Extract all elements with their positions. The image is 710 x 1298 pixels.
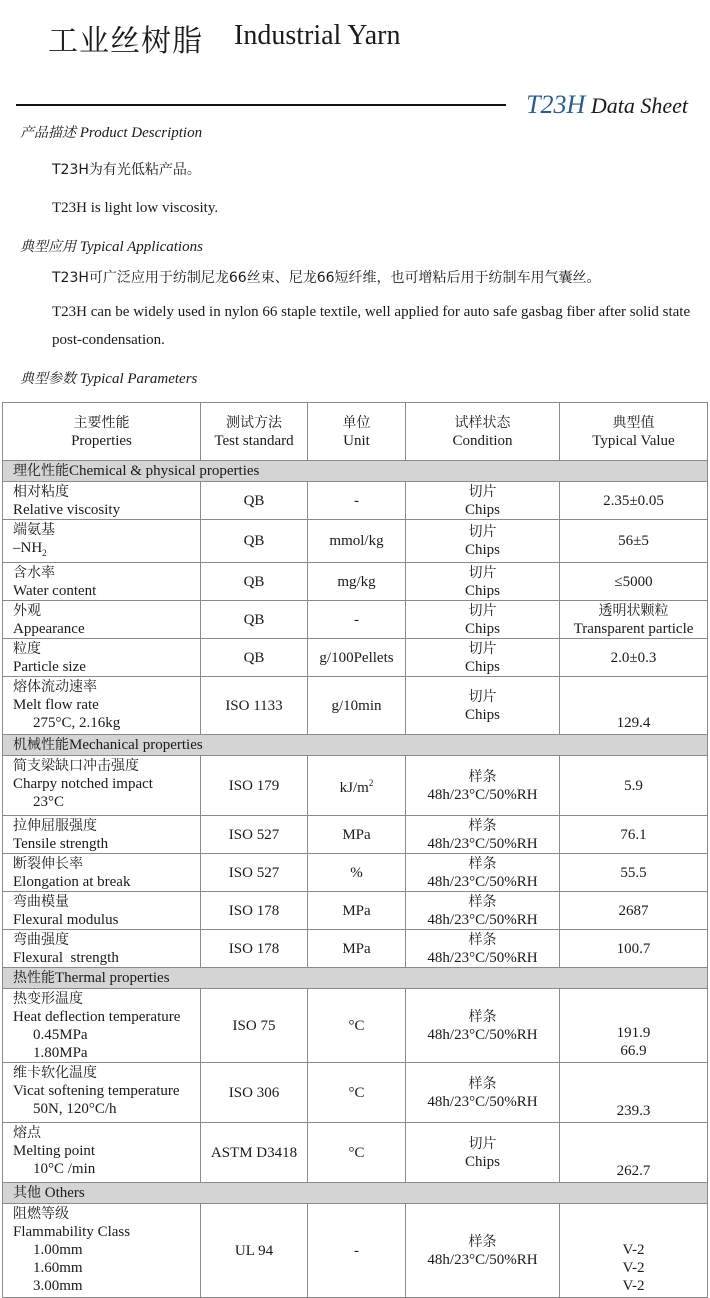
- table-row: 外观 Appearance QB - 切片 Chips 透明状颗粒 Transparent particle: [3, 601, 708, 639]
- parameters-table: [2, 402, 708, 1298]
- applications-text-en: T23H can be widely used in nylon 66 staple textile, well applied for auto safe gasbag fiber after solid state post-condensation.: [52, 304, 691, 348]
- table-row: 熔点 Melting point 10°C /min ASTM D3418 °C 切片 Chips 262.7: [3, 1123, 708, 1183]
- sheet-label: Data Sheet: [590, 93, 688, 118]
- category-mechanical: 机械性能Mechanical properties: [3, 735, 708, 756]
- category-chemical-physical: 理化性能Chemical & physical properties: [3, 461, 708, 482]
- description-text-cn: T23H为有光低粘产品。: [52, 162, 201, 178]
- table-row: 阻燃等级 Flammability Class 1.00mm 1.60mm 3.00mm UL 94 - 样条 48h/23°C/50%RH V-2 V-2 V-2: [3, 1204, 708, 1298]
- table-row: 简支梁缺口冲击强度 Charpy notched impact 23°C ISO 179 $kJ/m^2$ 样条 48h/23°C/50%RH 5.9: [3, 756, 708, 816]
- table-row: 弯曲强度 Flexural strength ISO 178 MPa 样条 48h/23°C/50%RH 100.7: [3, 930, 708, 968]
- table-row: 粒度 Particle size QB g/100Pellets 切片 Chips 2.0±0.3: [3, 639, 708, 677]
- header-unit: 单位 Unit: [308, 403, 406, 461]
- table-row: 断裂伸长率 Elongation at break ISO 527 % 样条 48h/23°C/50%RH 55.5: [3, 854, 708, 892]
- table-row: 含水率 Water content QB mg/kg 切片 Chips ≤5000: [3, 563, 708, 601]
- section-product-description: 产品描述 Product Description: [20, 125, 203, 141]
- header-test-standard: 测试方法 Test standard: [201, 403, 308, 461]
- applications-text-cn: T23H可广泛应用于纺制尼龙66丝束、尼龙66短纤维，也可增粘后用于纺制车用气囊丝。: [52, 270, 601, 286]
- category-others: 其他 Others: [3, 1183, 708, 1204]
- data-sheet-label: [526, 90, 688, 120]
- header-properties: 主要性能 Properties: [3, 403, 201, 461]
- product-code: T23H: [526, 90, 586, 119]
- category-thermal: 热性能Thermal properties: [3, 968, 708, 989]
- header-rule: [16, 104, 506, 106]
- table-row: 热变形温度 Heat deflection temperature 0.45MPa 1.80MPa ISO 75 °C 样条 48h/23°C/50%RH 191.9 66.9: [3, 989, 708, 1063]
- header-typical-value: 典型值 Typical Value: [560, 403, 708, 461]
- title-chinese: 工业丝树脂: [48, 24, 203, 59]
- table-header: [3, 403, 708, 461]
- title-english: Industrial Yarn: [234, 20, 401, 51]
- table-row: 熔体流动速率 Melt flow rate 275°C, 2.16kg ISO 1133 g/10min 切片 Chips 129.4: [3, 677, 708, 735]
- header-condition: 试样状态 Condition: [406, 403, 560, 461]
- description-text-en: T23H is light low viscosity.: [52, 200, 219, 216]
- table-row: 相对粘度 Relative viscosity QB - 切片 Chips 2.35±0.05: [3, 482, 708, 520]
- table-row: 维卡软化温度 Vicat softening temperature 50N, 120°C/h ISO 306 °C 样条 48h/23°C/50%RH 239.3: [3, 1063, 708, 1123]
- section-typical-parameters: 典型参数 Typical Parameters: [20, 371, 198, 387]
- table-row: 拉伸屈服强度 Tensile strength ISO 527 MPa 样条 48h/23°C/50%RH 76.1: [3, 816, 708, 854]
- section-typical-applications: 典型应用 Typical Applications: [20, 239, 203, 255]
- table-row: 端氨基 $-NH_2$ QB mmol/kg 切片 Chips 56±5: [3, 520, 708, 563]
- table-row: 弯曲模量 Flexural modulus ISO 178 MPa 样条 48h/23°C/50%RH 2687: [3, 892, 708, 930]
